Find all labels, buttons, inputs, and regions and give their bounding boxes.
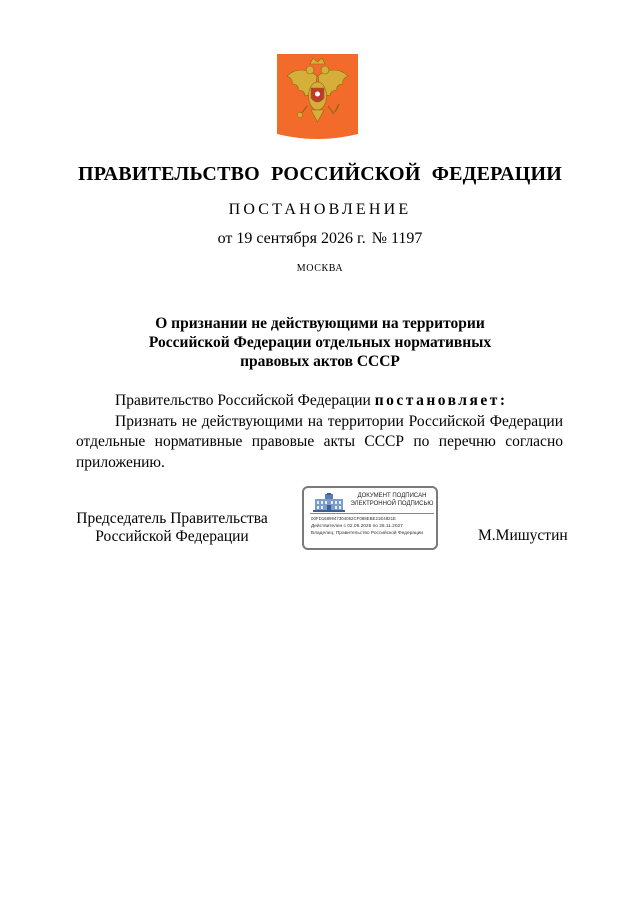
resolution-intro-text: Правительство Российской Федерации	[115, 392, 375, 409]
document-subject	[0, 314, 640, 371]
stamp-title-line: ЭЛЕКТРОННОЙ ПОДПИСЬЮ	[350, 500, 434, 507]
document-city: МОСКВА	[296, 263, 344, 274]
stamp-divider	[310, 513, 434, 514]
government-building-icon	[312, 493, 346, 512]
resolution-intro	[76, 391, 563, 412]
document-type: ПОСТАНОВЛЕНИЕ	[228, 201, 412, 218]
government-title: ПРАВИТЕЛЬСТВО РОССИЙСКОЙ ФЕДЕРАЦИИ	[78, 163, 562, 185]
subject-line: Российской Федерации отдельных нормативных	[148, 334, 492, 351]
document-date: от 19 сентября 2026 г.	[217, 230, 366, 247]
stamp-title	[348, 493, 436, 508]
document-number: № 1197	[371, 230, 423, 247]
certificate-number: 00FD1689947304062CF088EBE21E4821E	[311, 516, 396, 521]
signer-name: М.Мишустин	[478, 527, 568, 544]
resolution-paragraph: Признать не действующими на территории Российской Федерации отдельные нормативные правовые акты СССР по перечню согласно приложению.	[76, 412, 563, 471]
electronic-signature-stamp	[302, 486, 438, 550]
document-date-number	[0, 230, 640, 248]
subject-line: правовых актов СССР	[240, 353, 400, 370]
signer-position-line: Председатель Правительства	[76, 510, 268, 527]
document-body	[76, 391, 563, 473]
coat-of-arms-icon	[277, 54, 358, 142]
certificate-owner: Владелец: Правительство Российской Федерации	[311, 531, 424, 536]
stamp-title-line: ДОКУМЕНТ ПОДПИСАН	[357, 493, 427, 499]
resolution-verb: постановляет:	[374, 392, 508, 409]
signer-position-line: Российской Федерации	[95, 528, 249, 545]
subject-line: О признании не действующими на территории	[155, 315, 485, 332]
certificate-validity: Действителен с 02.09.2026 по 26.11.2027	[311, 524, 403, 529]
signer-position	[76, 510, 268, 546]
